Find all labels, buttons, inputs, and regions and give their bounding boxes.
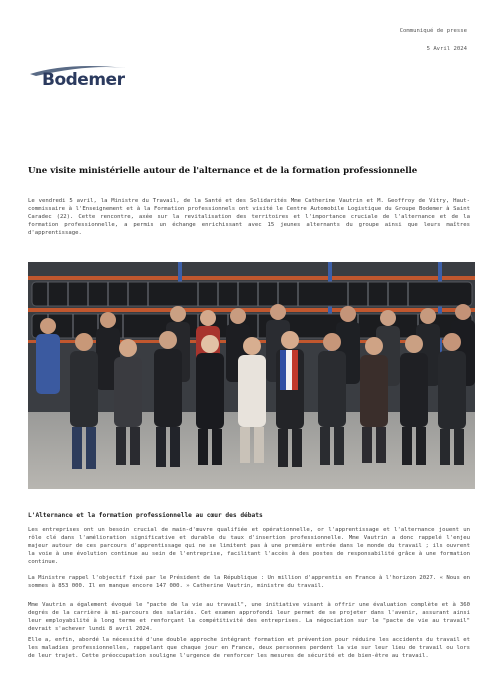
body-paragraph: Les entreprises ont un besoin crucial de main-d'œuvre qualifiée et opérationnelle, or l'apprentissage et l'alternance jouent un rôle clé dans l'amélioration significative et durable du taux d'insertion professionnelle. Mme Vautrin a donc rappelé l'enjeu majeur autour de ces parcours d'apprentissage qui ne se limitent pas à une première entrée dans le monde du travail ; ils ouvrent la voie à une évolution continue au sein de l'entreprise, facilitant l'accès à des postes de responsabilité grâce à une formation continue. — [28, 527, 470, 566]
body-paragraph: Mme Vautrin a également évoqué le "pacte de la vie au travail", une initiative visant à offrir une évaluation complète et à 360 degrés de la carrière à mi-parcours des salariés. Cet examen approfondi leur permet de se projeter dans l'avenir, assurant ainsi leur employabilité à long terme et renforçant la compétitivité des entreprises. La négociation sur le "pacte de vie au travail" devrait s'achever lundi 8 avril 2024. — [28, 602, 470, 633]
article-title: Une visite ministérielle autour de l'alternance et de la formation professionnelle — [28, 166, 418, 176]
group-photo-illustration — [28, 262, 475, 489]
body-paragraph: Elle a, enfin, abordé la nécessité d'une double approche intégrant formation et prévention pour réduire les accidents du travail et les maladies professionnelles, rappelant que chaque jour en France, deux personnes perdent la vie sur leur lieu de travail ou lors de leur trajet. Cette préoccupation souligne l'urgence de renforcer les mesures de sécurité et de bien-être au travail. — [28, 637, 470, 660]
document-type-label: Communiqué de presse — [399, 28, 467, 34]
body-paragraph: La Ministre rappel l'objectif fixé par le Président de la République : Un million d'apprentis en France à l'horizon 2027. « Nous en sommes à 853 000. Il en manque encore 147 000. » Catherine Vautrin, ministre du travail. — [28, 575, 470, 590]
bodemer-logo — [28, 60, 138, 90]
section-heading: L'Alternance et la formation professionnelle au cœur des débats — [28, 512, 263, 519]
document-date: 5 Avril 2024 — [426, 46, 467, 52]
intro-paragraph: Le vendredi 5 avril, la Ministre du Travail, de la Santé et des Solidarités Mme Catherine Vautrin et M. Geoffroy de Vitry, Haut-commissaire à l'Enseignement et à la Formation professionnels ont visité le Centre Automobile Logistique du Groupe Bodemer à Saint Caradec (22). Cette rencontre, axée sur la revitalisation des territoires et l'importance cruciale de l'alternance et de la formation professionnelle, a permis un échange enrichissant avec 15 jeunes alternants du groupe ainsi que leurs maîtres d'apprentissage. — [28, 198, 470, 237]
logo-wordmark: Bodemer — [42, 70, 125, 90]
group-photo — [28, 262, 475, 489]
